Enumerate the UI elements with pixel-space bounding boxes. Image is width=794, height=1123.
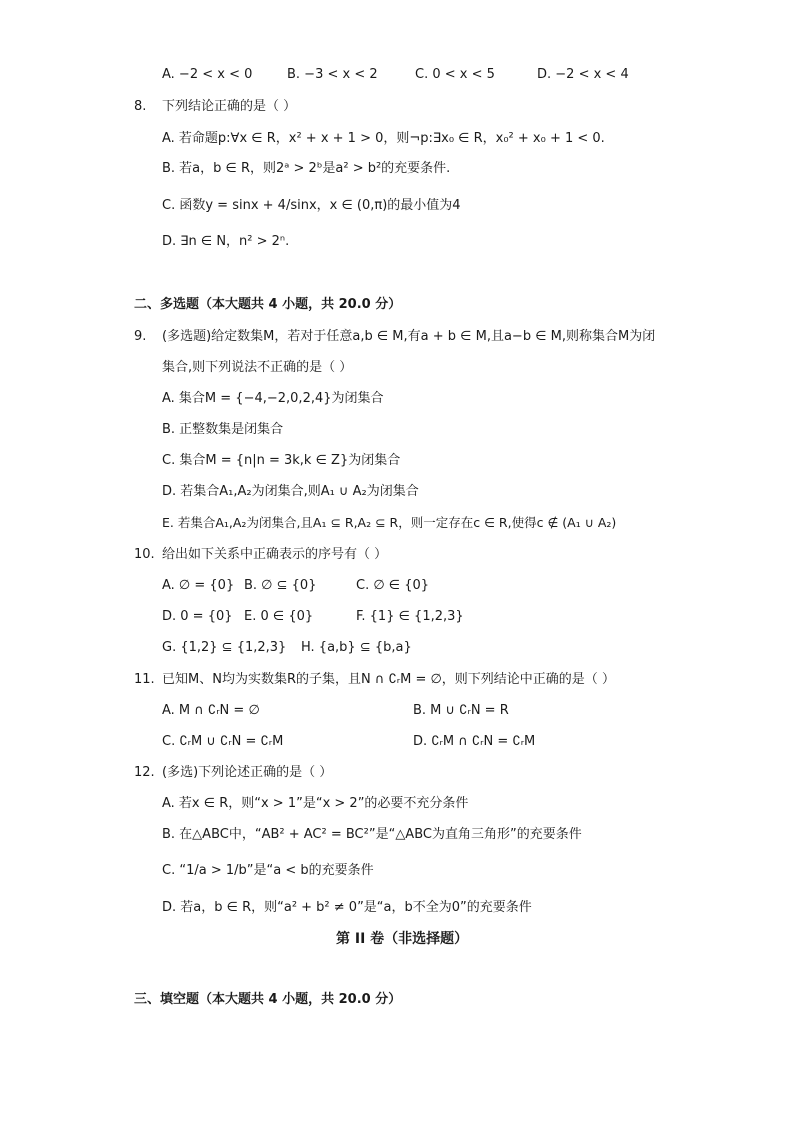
q8-option-d: D. ∃n ∈ N，n² > 2ⁿ. bbox=[162, 234, 290, 249]
q12-option-b: B. 在△ABC中，“AB² + AC² = BC²”是“△ABC为直角三角形”的充要条件 bbox=[162, 827, 582, 842]
q10-option-b: B. ∅ ⊆ {0} bbox=[244, 578, 317, 593]
q8-option-c: C. 函数y = sinx + 4/sinx，x ∈ (0,π)的最小值为4 bbox=[162, 198, 461, 213]
q10-option-g: G. {1,2} ⊆ {1,2,3} bbox=[162, 640, 287, 655]
q11-number: 11. bbox=[134, 672, 155, 687]
q12-option-d: D. 若a，b ∈ R，则“a² + b² ≠ 0”是“a，b不全为0”的充要条件 bbox=[162, 900, 532, 915]
q11-option-d: D. ∁ᵣM ∩ ∁ᵣN = ∁ᵣM bbox=[413, 734, 536, 749]
q12-stem: (多选)下列论述正确的是（ ） bbox=[162, 765, 333, 780]
q8-number: 8. bbox=[134, 99, 147, 114]
q10-stem: 给出如下关系中正确表示的序号有（ ） bbox=[162, 547, 388, 562]
q9-option-e: E. 若集合A₁,A₂为闭集合,且A₁ ⊆ R,A₂ ⊆ R，则一定存在c ∈ R,使得c ∉ (A₁ ∪ A₂) bbox=[162, 515, 617, 530]
q10-number: 10. bbox=[134, 547, 155, 562]
section-heading-multiple-choice: 二、多选题（本大题共 4 小题，共 20.0 分） bbox=[134, 297, 402, 312]
q8-option-a: A. 若命题p:∀x ∈ R，x² + x + 1 > 0，则¬p:∃x₀ ∈ R，x₀² + x₀ + 1 < 0. bbox=[162, 131, 605, 146]
q8-stem: 下列结论正确的是（ ） bbox=[162, 99, 297, 114]
q11-option-b: B. M ∪ ∁ᵣN = R bbox=[413, 703, 509, 718]
q10-option-c: C. ∅ ∈ {0} bbox=[356, 578, 430, 593]
q10-option-h: H. {a,b} ⊆ {b,a} bbox=[301, 640, 412, 655]
q9-stem-line2: 集合,则下列说法不正确的是（ ） bbox=[162, 360, 353, 375]
q8-option-b: B. 若a，b ∈ R，则2ᵃ > 2ᵇ是a² > b²的充要条件. bbox=[162, 161, 451, 176]
q10-option-f: F. {1} ∈ {1,2,3} bbox=[356, 609, 464, 624]
q9-number: 9. bbox=[134, 329, 147, 344]
q12-option-c: C. “1/a > 1/b”是“a < b的充要条件 bbox=[162, 863, 374, 878]
q12-option-a: A. 若x ∈ R，则“x > 1”是“x > 2”的必要不充分条件 bbox=[162, 796, 469, 811]
q9-option-d: D. 若集合A₁,A₂为闭集合,则A₁ ∪ A₂为闭集合 bbox=[162, 484, 419, 499]
volume-ii-heading: 第 II 卷（非选择题） bbox=[336, 931, 469, 947]
q7-option-d: D. −2 < x < 4 bbox=[537, 67, 629, 82]
q10-option-d: D. 0 = {0} bbox=[162, 609, 233, 624]
q9-option-b: B. 正整数集是闭集合 bbox=[162, 422, 284, 437]
q9-option-a: A. 集合M = {−4,−2,0,2,4}为闭集合 bbox=[162, 391, 384, 406]
q7-option-c: C. 0 < x < 5 bbox=[415, 67, 495, 82]
q10-option-a: A. ∅ = {0} bbox=[162, 578, 235, 593]
q9-option-c: C. 集合M = {n|n = 3k,k ∈ Z}为闭集合 bbox=[162, 453, 401, 468]
q7-option-a: A. −2 < x < 0 bbox=[162, 67, 253, 82]
q11-option-c: C. ∁ᵣM ∪ ∁ᵣN = ∁ᵣM bbox=[162, 734, 284, 749]
q12-number: 12. bbox=[134, 765, 155, 780]
q11-stem: 已知M、N均为实数集R的子集，且N ∩ ∁ᵣM = ∅，则下列结论中正确的是（ ） bbox=[162, 672, 615, 687]
section-heading-fill-in-blank: 三、填空题（本大题共 4 小题，共 20.0 分） bbox=[134, 992, 402, 1007]
q10-option-e: E. 0 ∈ {0} bbox=[244, 609, 314, 624]
q11-option-a: A. M ∩ ∁ᵣN = ∅ bbox=[162, 703, 260, 718]
q9-stem-line1: (多选题)给定数集M，若对于任意a,b ∈ M,有a + b ∈ M,且a−b ∈ M,则称集合M为闭 bbox=[162, 329, 656, 344]
q7-option-b: B. −3 < x < 2 bbox=[287, 67, 378, 82]
